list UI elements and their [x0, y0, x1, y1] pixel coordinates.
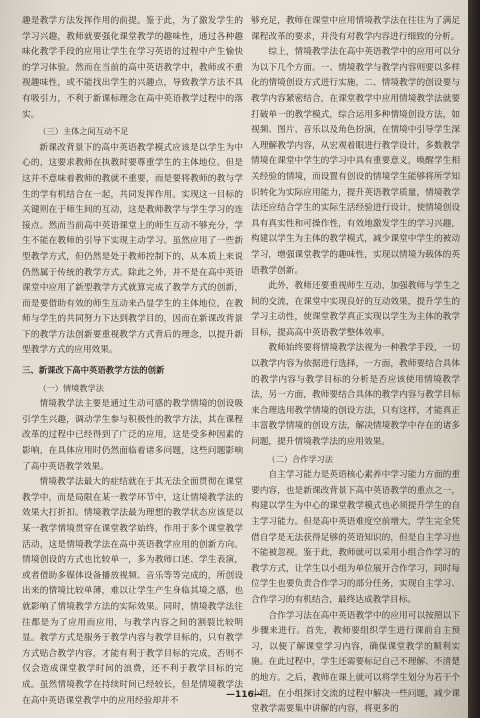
left-paragraph-2: 情境教学法主要是通过生动可感的教学情境的创设吸引学生兴趣，调动学生参与积极性的教学方法，其在课程改革的过程中已经得到了广泛的应用，这是受多种因素的影响，在具体应用时仍然面临着诸多问题，这些问题影响了高中英语教学效果。 [22, 399, 243, 472]
subsection-heading-situational: （一）情境教学法 [38, 382, 104, 393]
right-paragraph-5: 合作学习法在高中英语教学中的应用可以按照以下步骤来进行。首先，教师要组织学生进行课前自主预习，以便了解课堂学习内容，确保课堂教学的顺利实施。在此过程中，学生还需要标记自己不理解、不清楚的地方。之后，教师在课上就可以将学生划分为若干个小组，在小组探讨交流的过程中解决一些问题，减少课堂教学需要集中讲解的内容，将更多的 [251, 610, 460, 715]
right-paragraph-2: 此外，教师还要重视师生互动，加强教师与学生之间的交流，在课堂中实现良好的互动效果，提升学生的学习主动性，使课堂教学真正实现以学生为主体的教学目标，提高高中英语教学整体效率。 [251, 281, 460, 338]
right-paragraph-3: 教师始终要将情境教学法视为一种教学手段，一切以教学内容为依据进行选择，一方面，教师要结合具体的教学内容与教学目标的分析是否应该使用情境教学法，另一方面，教师要结合具体的教学内容与教学目标来合理选用教学情境的创设方法，只有这样，才能真正丰富教学情境的创设方法，解决情境教学中存在的诸多问题，提升情境教学法的应用效果。 [251, 343, 460, 448]
right-column [251, 14, 460, 718]
right-paragraph-4: 自主学习能力是英语核心素养中学习能力方面的重要内容，也是新课改背景下高中英语教学的重点之一，构建以学生为中心的课堂教学模式也必须提升学生的自主学习能力。但是高中英语难度空前增大，学生完全凭借自学是无法获得足够的英语知识的，但是自主学习也不能被忽视。鉴于此，教师就可以采用小组合作学习的教学方式，让学生以小组为单位展开合作学习，同时每位学生也要负责合作学习的部分任务，实现自主学习、合作学习的有机结合，最终达成教学目标。 [251, 470, 460, 605]
right-paragraph-1: 综上，情境教学法在高中英语教学中的应用可以分为以下几个方面。一、情境教学与教学内容则要以多样化的情境创设方式进行实施，二、情境教学的创设要与教学内容紧密结合，在课堂教学中应用情境教学法就要打破单一的教学模式，综合运用多种情境创设方法，如视频、图片、音乐以及角色扮演，在情境中引导学生深入理解教学内容，从宏观着眼进行教学设计，多数教学情境在课堂中学生的学习中具有重要意义，唤醒学生相关经验的情境，而设置有创设的情境学生能够将所学知识转化为实际应用能力，提升英语教学质量，情境教学法还应结合学生的实际生活经验进行设计，使情境创设具有真实性和可操作性，有效地激发学生的学习兴趣，构建以学生为主体的教学模式，减少课堂中学生的被动学习，增强课堂教学的趣味性，实现以情境为载体的英语教学创新。 [251, 47, 460, 276]
page-number: —116— [226, 690, 263, 700]
left-intro-paragraph: 趣是教学方法发挥作用的前提。鉴于此，为了激发学生的学习兴趣，教师就要强化课堂教学的趣味性，通过各种趣味化教学手段的应用让学生在学习英语的过程中产生愉快的学习体验。然而在当前的高中英语教学中，教师或不重视趣味性，或不能找出学生的兴趣点，导致教学方法不具有吸引力，不利于新课标理念在高中英语教学过程中的落实。 [22, 16, 243, 120]
subsection-heading-cooperative: （二）合作学习法 [267, 453, 333, 464]
left-column [22, 14, 243, 709]
section-heading-innovation: 三、新课改下高中英语教学方法的创新 [22, 365, 165, 376]
book-edge [468, 0, 480, 718]
left-paragraph-3: 情境教学法最大的症结就在于其无法全面贯彻在课堂教学中，而是局限在某一教学环节中，这让情境教学法的效果大打折扣。情境教学法最为理想的教学状态应该是以某一教学情境贯穿在课堂教学始终，作用于多个课堂教学活动，这是情境教学法在高中英语教学应用的创新方向。情境创设的方式也比较单一，多为教师口述、学生表演，或者借助多媒体设备播放视频、音乐等等完成的，所创设出来的情境比较单薄，难以让学生产生身临其境之感，也就影响了情境教学方法的实际效果。同时，情境教学法往往都是为了应用而应用，与教学内容之间的割裂比较明显。教学方式是服务于教学内容与教学目标的，只有教学方式贴合教学内容，才能有利于教学目标的完成，否则不仅会造成课堂教学时间的浪费，还不利于教学目标的完成。虽然情境教学在持续时间已经较长，但是情境教学法在高中英语课堂教学中的应用经验却并不 [22, 477, 243, 706]
right-intro-paragraph: 够充足，教师在课堂中应用情境教学法在往往为了满足课程改革的要求，并没有对教学内容进行细致的分析。 [251, 16, 460, 42]
left-paragraph-1: 新课改背景下的高中英语教学模式应该是以学生为中心的，这要求教师在执教时要尊重学生的主体地位。但是这并不意味着教师的教就不重要，而是要将教师的教与学生的学有机结合在一起，共同发挥作用。实现这一目标的关键则在于师生间的互动，这是教师教学与学生学习的连接点。然而当前高中英语课堂上的师生互动不够充分，学生不能在教师的引导下实现主动学习。虽然应用了一些新型教学方式，但仍然是处于教师控制下的，从本质上来说仍然属于传统的教学方式。除此之外，并不是在高中英语课堂中应用了新型教学方式就算完成了教学方式的创新，而是要借助有效的师生互动来凸显学生的主体地位，在教师与学生的共同努力下达到教学目的，因而在新课改背景下的教学方法创新要重视教学方式背后的理念，以提升新型教学方式的应用效果。 [22, 142, 243, 356]
subsection-heading-interaction: （三）主体之间互动不足 [38, 126, 129, 137]
